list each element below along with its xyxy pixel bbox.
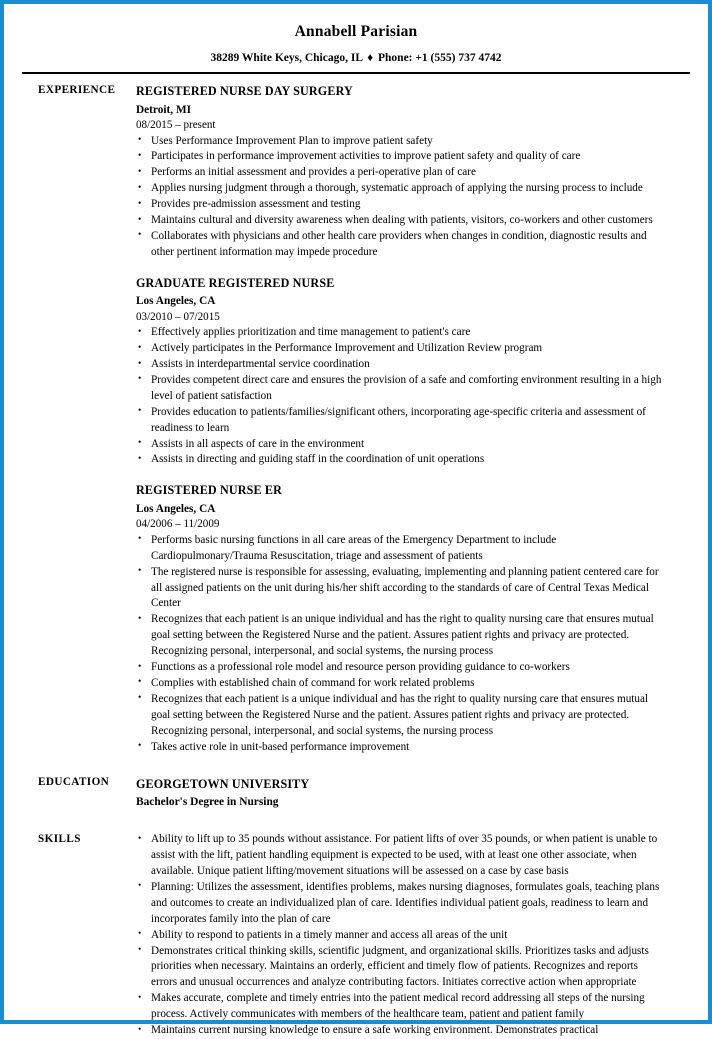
job-dates: 08/2015 – present	[136, 118, 216, 131]
section-label-education: EDUCATION	[38, 776, 110, 789]
section-skills	[20, 832, 692, 1039]
bullet-item: • Provides education to patients/families/significant others, incorporating age-specific criteria and assessment of readiness to learn	[136, 405, 666, 437]
bullet-item: • Assists in all aspects of care in the environment	[136, 437, 666, 453]
bullet-item: • Assists in interdepartmental service coordination	[136, 357, 666, 373]
education-school: GEORGETOWN UNIVERSITY	[136, 777, 310, 792]
section-experience	[20, 83, 692, 755]
job-title: REGISTERED NURSE ER	[136, 483, 282, 498]
skill-item: • Maintains current nursing knowledge to ensure a safe working environment. Demonstrates practical	[136, 1023, 666, 1039]
skill-item: • Demonstrates critical thinking skills, scientific judgment, and organizational skills. Prioritizes tasks and adjusts priorities when necessary. Maintains an orderly, efficient and timely flow of patients. Recognizes and reports errors and unusual occurrences and analyze contributing factors. Initiates corrective action when appropriate	[136, 944, 666, 992]
bullet-list	[136, 134, 666, 261]
bullet-item: • Performs an initial assessment and provides a peri-operative plan of care	[136, 165, 666, 181]
education-degree: Bachelor's Degree in Nursing	[136, 795, 279, 808]
bullet-item: • Performs basic nursing functions in all care areas of the Emergency Department to include Cardiopulmonary/Trauma Resuscitation, triage and assessment of patients	[136, 533, 666, 565]
header-divider	[22, 72, 690, 74]
bullet-item: • Provides competent direct care and ensures the provision of a safe and comforting environment resulting in a high level of patient satisfaction	[136, 373, 666, 405]
job-location: Detroit, MI	[136, 103, 192, 116]
bullet-item: • Complies with established chain of command for work related problems	[136, 676, 666, 692]
skill-item: • Makes accurate, complete and timely entries into the patient medical record addressing all steps of the nursing process. Actively communicates with members of the healthcare team, patient and patient family	[136, 991, 666, 1023]
skills-entries	[136, 832, 692, 1039]
job-location: Los Angeles, CA	[136, 502, 216, 515]
skills-bullet-list	[136, 832, 666, 1039]
section-education	[20, 775, 692, 810]
bullet-item: • Provides pre-admission assessment and testing	[136, 197, 666, 213]
bullet-item: • The registered nurse is responsible for assessing, evaluating, implementing and planning patient centered care for all assigned patients on the unit during his/her shift according to the standards of care of Central Texas Medical Center	[136, 565, 666, 613]
section-label-experience: EXPERIENCE	[38, 84, 116, 97]
bullet-item: • Collaborates with physicians and other health care providers when changes in condition, diagnostic results and other pertinent information may impede procedure	[136, 229, 666, 261]
education-label-column	[20, 775, 136, 789]
candidate-name: Annabell Parisian	[294, 23, 418, 40]
bullet-item: • Functions as a professional role model and resource person providing guidance to co-workers	[136, 660, 666, 676]
bullet-list	[136, 325, 666, 468]
contact-address: 38289 White Keys, Chicago, IL	[210, 52, 363, 65]
bullet-item: • Actively participates in the Performance Improvement and Utilization Review program	[136, 341, 666, 357]
bullet-item: • Uses Performance Improvement Plan to improve patient safety	[136, 134, 666, 150]
bullet-item: • Maintains cultural and diversity awareness when dealing with patients, visitors, co-workers and other customers	[136, 213, 666, 229]
experience-entry	[136, 275, 666, 469]
experience-entries	[136, 83, 692, 755]
resume-document	[4, 4, 708, 1037]
job-title: REGISTERED NURSE DAY SURGERY	[136, 84, 353, 99]
contact-line	[20, 51, 692, 66]
skill-item: • Ability to respond to patients in a timely manner and access all areas of the unit	[136, 928, 666, 944]
education-entry	[136, 775, 692, 810]
experience-label-column	[20, 83, 136, 97]
experience-entry	[136, 83, 666, 261]
bullet-item: • Takes active role in unit-based performance improvement	[136, 740, 666, 756]
resume-header	[20, 22, 692, 74]
job-dates: 03/2010 – 07/2015	[136, 310, 220, 323]
bullet-item: • Assists in directing and guiding staff in the coordination of unit operations	[136, 452, 666, 468]
bullet-item: • Effectively applies prioritization and time management to patient's care	[136, 325, 666, 341]
skill-item: • Planning: Utilizes the assessment, identifies problems, makes nursing diagnoses, formulates goals, teaching plans and outcomes to create an individualized plan of care. Identifies individual patient goals, readiness to learn and incorporates family into the plan of care	[136, 880, 666, 928]
bullet-item: • Applies nursing judgment through a thorough, systematic approach of applying the nursing process to include	[136, 181, 666, 197]
job-dates: 04/2006 – 11/2009	[136, 518, 220, 531]
skills-label-column	[20, 832, 136, 846]
job-title: GRADUATE REGISTERED NURSE	[136, 275, 335, 290]
bullet-item: • Recognizes that each patient is a unique individual and has the right to quality nursing care that ensures mutual goal setting between the Registered Nurse and the patient. Assures patient rights and privacy are protected. Recognizing personal, interpersonal, and social systems, the nursing process	[136, 692, 666, 740]
skill-item: • Ability to lift up to 35 pounds without assistance. For patient lifts of over 35 pounds, or when patient is unable to assist with the lift, patient handling equipment is expected to be used, with at least one other associate, when available. Unique patient lifting/movement situations will be assessed on a case by case basis	[136, 832, 666, 880]
job-location: Los Angeles, CA	[136, 295, 216, 308]
bullet-list	[136, 533, 666, 756]
diamond-separator-icon: ♦	[367, 52, 374, 65]
bullet-item: • Participates in performance improvement activities to improve patient safety and quality of care	[136, 149, 666, 165]
experience-entry	[136, 482, 666, 755]
bullet-item: • Recognizes that each patient is an unique individual and has the right to quality nursing care that ensures mutual goal setting between the Registered Nurse and the patient. Assures patient rights and privacy are protected. Recognizing personal, interpersonal, and social systems, the nursing process	[136, 612, 666, 660]
contact-phone: Phone: +1 (555) 737 4742	[378, 52, 502, 65]
section-label-skills: SKILLS	[38, 833, 81, 846]
